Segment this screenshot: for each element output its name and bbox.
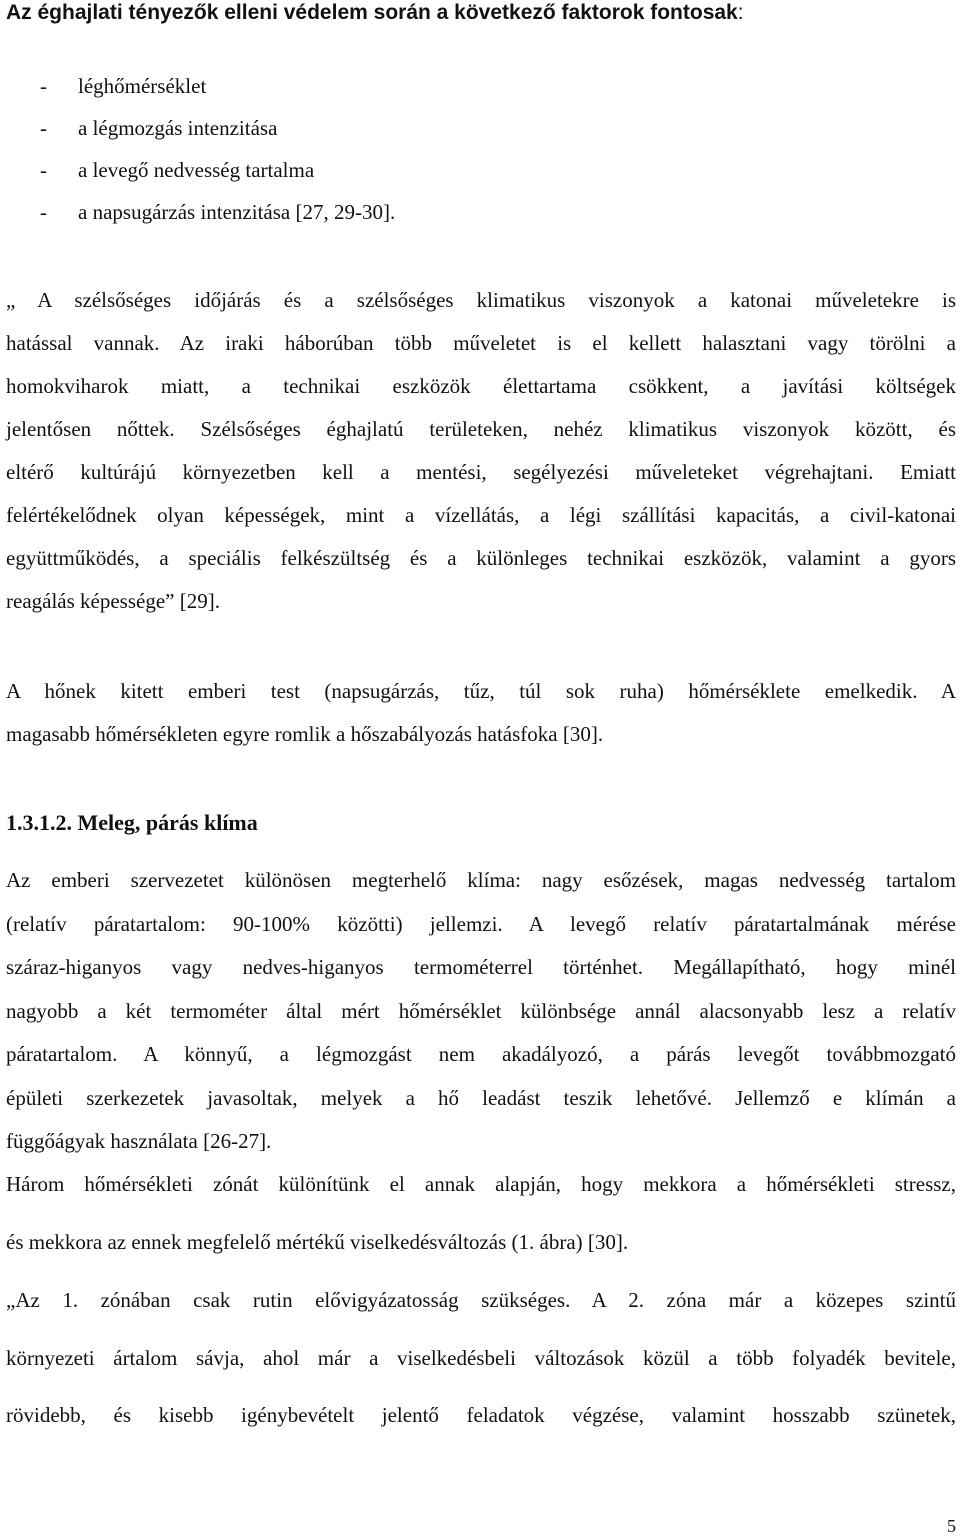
- list-marker: -: [40, 158, 47, 182]
- text-line: (relatív páratartalom: 90-100% közötti) jellemzi. A levegő relatív páratartalmának mérése: [6, 911, 956, 936]
- text-line: együttműködés, a speciális felkészültség és a különleges technikai eszközök, valamint a gyors: [6, 546, 956, 570]
- quote-paragraph-zones: [6, 1286, 956, 1459]
- intro-heading: [6, 0, 744, 26]
- climate-factor-list: [40, 71, 395, 239]
- list-item-text: a napsugárzás intenzitása [27, 29-30].: [78, 200, 396, 224]
- text-line: száraz-higanyos vagy nedves-higanyos termométerrel történhet. Megállapítható, hogy minél: [6, 955, 956, 979]
- list-marker: -: [40, 74, 47, 98]
- text-line: jelentősen nőttek. Szélsőséges éghajlatú területeken, nehéz klimatikus viszonyok között, és: [6, 417, 956, 441]
- list-item-text: a légmozgás intenzitása: [78, 116, 278, 140]
- text-line: Az emberi szervezetet különösen megterhelő klíma: nagy esőzések, magas nedvesség tartalom: [6, 868, 956, 892]
- paragraph-temperature-zones: [6, 1170, 956, 1285]
- text-line: felértékelődnek olyan képességek, mint a vízellátás, a légi szállítási kapacitás, a civil-katonai: [6, 503, 956, 527]
- list-item-text: léghőmérséklet: [78, 74, 207, 98]
- list-marker: -: [40, 200, 47, 224]
- intro-heading-colon: :: [737, 1, 744, 24]
- text-line: rövidebb, és kisebb igénybevételt jelentő feladatok végzése, valamint hosszabb szünetek,: [6, 1403, 956, 1427]
- text-line: magasabb hőmérsékleten egyre romlik a hőszabályozás hatásfoka [30].: [6, 722, 604, 746]
- text-line: függőágyak használata [26-27].: [6, 1129, 272, 1153]
- text-line: „Az 1. zónában csak rutin elővigyázatosság szükséges. A 2. zóna már a közepes szintű: [6, 1288, 956, 1312]
- text-line: épületi szerkezetek javasoltak, melyek a hő leadást teszik lehetővé. Jellemző e klímán a: [6, 1085, 956, 1110]
- text-line: eltérő kultúrájú környezetben kell a mentési, segélyezési műveleteket végrehajtani. Emiatt: [6, 460, 956, 484]
- text-line: páratartalom. A könnyű, a légmozgást nem akadályozó, a párás levegőt továbbmozgató: [6, 1042, 956, 1066]
- list-item: [40, 113, 395, 155]
- paragraph-body-heat: [6, 677, 956, 763]
- text-line: környezeti ártalom sávja, ahol már a viselkedésbeli változások közül a több folyadék bevitele,: [6, 1345, 956, 1370]
- text-line: homokviharok miatt, a technikai eszközök élettartama csökkent, a javítási költségek: [6, 374, 956, 398]
- text-line: A hőnek kitett emberi test (napsugárzás, tűz, túl sok ruha) hőmérséklete emelkedik. A: [6, 679, 956, 703]
- list-item: [40, 155, 395, 197]
- page-number: 5: [947, 1516, 956, 1536]
- text-line: nagyobb a két termométer által mért hőmérséklet különbsége annál alacsonyabb lesz a relatív: [6, 998, 956, 1023]
- quote-paragraph-military: [6, 286, 956, 630]
- section-title: 1.3.1.2. Meleg, párás klíma: [6, 810, 258, 835]
- text-line: és mekkora az ennek megfelelő mértékű viselkedésváltozás (1. ábra) [30].: [6, 1229, 629, 1254]
- list-item: [40, 71, 395, 113]
- intro-heading-text: Az éghajlati tényezők elleni védelem során a következő faktorok fontosak: [6, 1, 738, 24]
- text-line: reagálás képessége” [29].: [6, 589, 220, 613]
- text-line: Három hőmérsékleti zónát különítünk el annak alapján, hogy mekkora a hőmérsékleti stressz,: [6, 1172, 956, 1196]
- text-line: „ A szélsőséges időjárás és a szélsőséges klimatikus viszonyok a katonai műveletekre is: [6, 288, 956, 312]
- text-line: hatással vannak. Az iraki háborúban több műveletet is el kellett halasztani vagy törölni a: [6, 331, 956, 355]
- list-marker: -: [40, 116, 47, 140]
- list-item-text: a levegő nedvesség tartalma: [78, 158, 315, 182]
- list-item: [40, 197, 395, 239]
- paragraph-humid-climate: [6, 866, 956, 1171]
